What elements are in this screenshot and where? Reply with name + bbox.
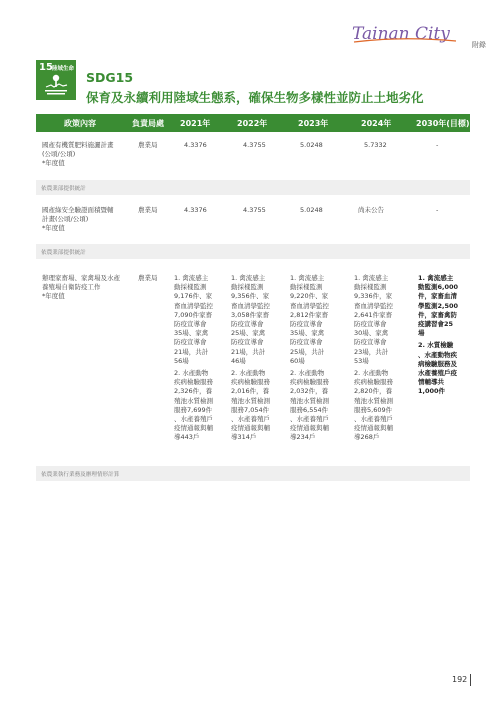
row-2-agency: 農業局 <box>138 206 158 214</box>
appendix-label: 附錄 <box>472 41 486 49</box>
row-1-2022: 4.3755 <box>243 141 266 149</box>
row-2-2021: 4.3376 <box>184 206 207 214</box>
row-1-2023: 5.0248 <box>300 141 323 149</box>
tainan-city-logo <box>352 18 460 46</box>
row-3-2023: 1. 禽流感主 動採樣監測 9,220件、家 畜血清學監控 2,812件家畜 防疫宣導會 35場、家禽 防疫宣導會 25場，共計 60場 2. 水產動物 疾病檢驗服務 2,032件，養 殖池水質檢測 服務6,554件 、水產養殖戶 疫情通報與輔 導234戶 <box>290 274 329 442</box>
col-2023: 2023年 <box>298 119 329 128</box>
col-2024: 2024年 <box>361 119 392 128</box>
page-number: 192 <box>452 675 468 684</box>
goal-code: SDG15 <box>86 70 134 85</box>
table-row-3-content: 辦理家畜場、家禽場及水產 養殖場自衛防疫工作 *年度值 <box>42 274 120 301</box>
page-number-bar <box>470 674 471 686</box>
col-agency: 負責局處 <box>132 119 164 128</box>
row-1-2021: 4.3376 <box>184 141 207 149</box>
sdg15-badge <box>36 60 76 100</box>
row-3-source: 依農業執行業務及辦理情形計算 <box>36 466 470 481</box>
svg-text:Tainan City: Tainan City <box>352 24 450 44</box>
table-row-1-content: 國產有機質肥料施灑計畫 (公頃/公頃) *年度值 <box>42 141 114 168</box>
life-on-land-icon <box>43 74 69 96</box>
row-2-2022: 4.3755 <box>243 206 266 214</box>
row-1-source: 依農業部提供統計 <box>36 180 470 195</box>
table-header <box>36 114 470 132</box>
row-3-target: 1. 禽流感主 動監測6,000 件，家畜血清 學監測2,500 件，家畜禽防 疫講習會25 場 2. 水質檢驗 、水產動物疾 病檢驗服務及 水產養殖戶疫 情輔導共 1,000件 <box>418 274 459 396</box>
row-3-agency: 農業局 <box>138 274 158 282</box>
row-3-2021: 1. 禽流感主 動採樣監測 9,176件、家 畜血清學監控 7,090件家畜 防疫宣導會 35場、家禽 防疫宣導會 21場，共計 56場 2. 水產動物 疾病檢驗服務 2,326件，養 殖池水質檢測 服務7,699件 、水產養殖戶 疫情通報與輔 導443戶 <box>174 274 213 442</box>
col-2030-target: 2030年(目標) <box>416 119 470 128</box>
col-2021: 2021年 <box>180 119 211 128</box>
row-1-2024: 5.7332 <box>364 141 387 149</box>
col-policy: 政策內容 <box>64 119 96 128</box>
row-3-2022: 1. 禽流感主 動採樣監測 9,356件、家 畜血清學監控 3,058件家畜 防疫宣導會 25場、家禽 防疫宣導會 21場，共計 46場 2. 水產動物 疾病檢驗服務 2,016件，養 殖池水質檢測 服務7,054件 、水產養殖戶 疫情通報與輔 導314戶 <box>231 274 270 442</box>
row-2-2023: 5.0248 <box>300 206 323 214</box>
badge-label: 陸域生命 <box>52 66 75 72</box>
row-2-source: 依農業部提供統計 <box>36 244 470 259</box>
row-2-2024: 尚未公告 <box>358 206 384 214</box>
row-2-target: - <box>436 206 439 214</box>
col-2022: 2022年 <box>237 119 268 128</box>
row-1-agency: 農業局 <box>138 141 158 149</box>
goal-title: 保育及永續利用陸域生態系，確保生物多樣性並防止土地劣化 <box>86 90 424 105</box>
row-1-target: - <box>436 141 439 149</box>
table-row-2-content: 國產綠安全驗證面積暨輔 計畫(公頃/公頃) *年度值 <box>42 206 114 233</box>
badge-number: 15 <box>39 62 53 73</box>
row-3-2024: 1. 禽流感主 動採樣監測 9,336件，家 畜血清學監控 2,641件家畜 防疫宣導會 30場、家禽 防疫宣導會 23場，共計 53場 2. 水產動物 疾病檢驗服務 2,820件，養 殖池水質檢測 服務5,609件 、水產養殖戶 疫情通報與輔 導268戶 <box>354 274 393 442</box>
